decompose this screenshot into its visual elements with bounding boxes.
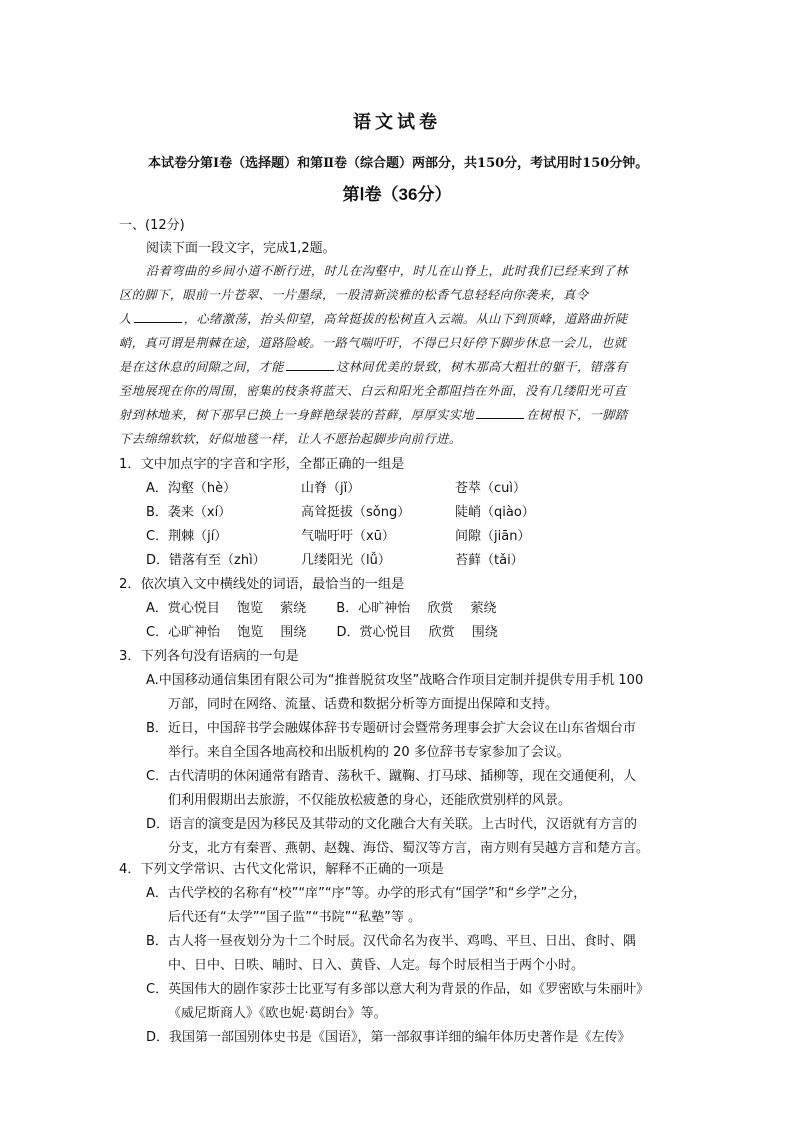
q2-option-row: C．心旷神怡 饱览 围绕 D．赏心悦目 欣赏 围绕 <box>146 625 498 640</box>
passage-line: 区的脚下，眼前一片苍翠、一片墨绿，一股清新淡雅的松香气息轻轻向你袭来，真令 <box>119 288 589 302</box>
q3-option-a-cont: 万部，同时在网络、流量、话费和数据分析等方面提出保障和支持。 <box>168 697 559 712</box>
option: 苍萃（cuì） <box>455 481 526 496</box>
passage-text: 这林间优美的景致，树木那高大粗壮的躯干，错落有 <box>335 360 628 374</box>
q4-option-a: A．古代学校的名称有“校”“庠”“序”等。办学的形式有“国学”和“乡学”之分， <box>146 886 587 901</box>
fill-blank <box>476 407 524 419</box>
q3-option-b-cont: 举行。来自全国各地高校和出版机构的 20 多位辞书专家参加了会议。 <box>168 745 570 760</box>
q3-option-c: C．古代清明的休闲通常有踏青、荡秋千、蹴鞠、打马球、插柳等，现在交通便利，人 <box>146 769 637 784</box>
q1-option-row <box>146 501 535 520</box>
passage-line <box>119 358 628 375</box>
q1-option-row <box>146 477 526 496</box>
question-4-stem: 4．下列文学常识、古代文化常识，解释不正确的一项是 <box>119 862 444 877</box>
part1-instruction: 阅读下面一段文字，完成1,2题。 <box>146 241 336 256</box>
question-1-stem: 1．文中加点字的字音和字形，全都正确的一组是 <box>119 457 405 472</box>
q4-option-a-cont: 后代还有“太学”“国子监”“书院”“私塾”等 。 <box>168 910 422 925</box>
q1-option-row <box>146 525 530 544</box>
passage-line <box>119 406 628 423</box>
passage-line: 下去绵绵软软，好似地毯一样，让人不愿抬起脚步向前行进。 <box>119 432 462 446</box>
fill-blank <box>134 311 182 323</box>
passage-text: 在树根下，一脚踏 <box>526 408 628 422</box>
q3-option-b: B．近日，中国辞书学会融媒体辞书专题研讨会暨常务理事会扩大会议在山东省烟台市 <box>146 721 636 736</box>
passage-text: 是在这休息的间隙之间，才能 <box>119 360 284 374</box>
option: C．荆棘（jí） <box>146 529 228 544</box>
question-2-stem: 2．依次填入文中横线处的词语，最恰当的一组是 <box>119 577 405 592</box>
q2-option-row: A．赏心悦目 饱览 萦绕 B．心旷神怡 欣赏 萦绕 <box>146 601 497 616</box>
section-title: 第Ⅰ卷（36分） <box>342 185 452 204</box>
option: B．袭来（xí） <box>146 505 232 520</box>
fill-blank <box>286 359 334 371</box>
option: 间隙（jiān） <box>455 529 531 544</box>
part1-heading: 一、(12分) <box>119 218 185 233</box>
q4-option-b: B．古人将一昼夜划分为十二个时辰。汉代命名为夜半、鸡鸣、平旦、日出、食时、隅 <box>146 934 636 949</box>
page-title: 语文试卷 <box>353 112 441 133</box>
passage-line: 沿着弯曲的乡间小道不断行进，时儿在沟壑中，时儿在山脊上，此时我们已经来到了林 <box>146 264 629 278</box>
q4-option-c-cont: 《威尼斯商人》《欧也妮·葛朗台》等。 <box>168 1006 387 1021</box>
passage-line: 峭，真可谓是荆棘在途，道路险峻。一路气喘吁吁，不得已只好停下脚步休息一会儿，也就 <box>119 336 627 350</box>
q3-option-a: A.中国移动通信集团有限公司为“推普脱贫攻坚”战略合作项目定制并提供专用手机 100 <box>146 673 644 688</box>
q4-option-c: C．英国伟大的剧作家莎士比亚写有多部以意大利为背景的作品，如《罗密欧与朱丽叶》 <box>146 982 650 997</box>
q3-option-c-cont: 们利用假期出去旅游，不仅能放松疲惫的身心，还能欣赏别样的风景。 <box>168 793 572 808</box>
passage-line: 至地展现在你的周围，密集的枝条将蓝天、白云和阳光全都阻挡在外面，没有几缕阳光可直 <box>119 384 627 398</box>
exam-intro: 本试卷分第Ⅰ卷（选择题）和第Ⅱ卷（综合题）两部分，共150分，考试用时150分钟。 <box>148 156 649 171</box>
q4-option-b-cont: 中、日中、日昳、晡时、日入、黄昏、人定。每个时辰相当于两个小时。 <box>168 958 585 973</box>
passage-text: 人 <box>119 312 132 326</box>
q4-option-d: D．我国第一部国别体史书是《国语》，第一部叙事详细的编年体历史著作是《左传》 <box>146 1030 631 1045</box>
option: 陡峭（qiào） <box>455 505 535 520</box>
q1-option-row <box>146 549 524 568</box>
passage-line <box>119 310 628 327</box>
option: A．沟壑（hè） <box>146 481 237 496</box>
passage-text: ，心绪激荡，抬头仰望，高耸挺拔的松树直入云端。从山下到顶峰，道路曲折陡 <box>183 312 628 326</box>
q3-option-d-cont: 分支，北方有秦晋、燕朝、赵魏、海岱、蜀汉等方言，南方则有吴越方言和楚方言。 <box>168 841 650 856</box>
passage-text: 射到林地来，树下那早已换上一身鲜艳绿装的苔藓，厚厚实实地 <box>119 408 475 422</box>
option: 气喘吁吁（xū） <box>301 529 395 544</box>
option: 几缕阳光（lǚ） <box>301 553 391 568</box>
option: 苔藓（tǎi） <box>455 553 524 568</box>
option: 高耸挺拔（sǒng） <box>301 505 411 520</box>
option: 山脊（jǐ） <box>301 481 361 496</box>
q3-option-d: D．语言的演变是因为移民及其带动的文化融合大有关联。上古时代，汉语就有方言的 <box>146 817 638 832</box>
option: D．错落有至（zhì） <box>146 553 266 568</box>
question-3-stem: 3．下列各句没有语病的一句是 <box>119 649 299 664</box>
